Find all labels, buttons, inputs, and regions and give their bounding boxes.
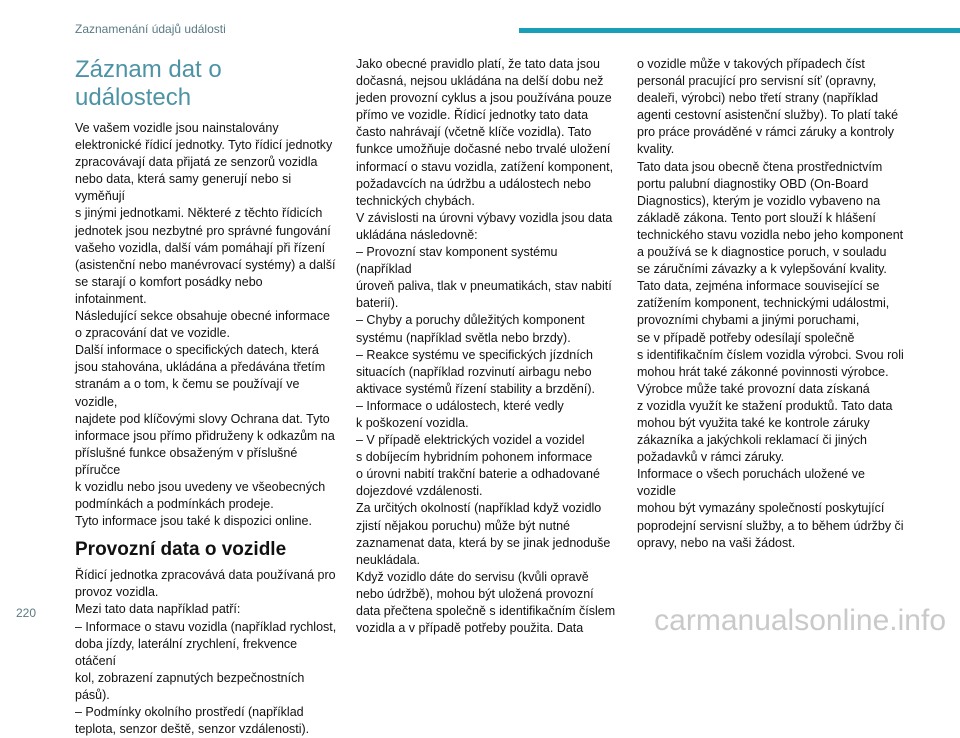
page-number: 220	[16, 606, 37, 620]
intro-paragraph: Ve vašem vozidle jsou nainstalovány elektronické řídicí jednotky. Tyto řídicí jednotky zpracovávají data přijatá ze senzorů vozidla nebo data, která samy generují nebo si vyměňují s jinými jednotkami. Některé z těchto řídicích jednotek jsou nezbytné pro správné fungování vašeho vozidla, další vám pomáhají při řízení (asistenční nebo manévrovací systémy) a další se starají o komfort posádky nebo infotainment. Následující sekce obsahuje obecné informace o zpracování dat ve vozidle. Další informace o specifických datech, která jsou stahována, ukládána a předávána třetím stranám a o tom, k čemu se používají ve vozidle, najdete pod klíčovými slovy Ochrana dat. Tyto informace jsou přímo přidruženy k odkazům na příslušné funkce obsaženým v příslušné příručce k vozidlu nebo jsou uvedeny ve všeobecných podmínkách a podmínkách prodeje. Tyto informace jsou také k dispozici online.	[75, 121, 336, 529]
column-3-body: o vozidle může v takových případech číst personál pracující pro servisní síť (opravny, dealeři, výrobci) nebo třetí strany (například agenti cestovní asistenční služby). To platí také pro práce prováděné v rámci záruky a kontroly kvality. Tato data jsou obecně čtena prostřednictvím portu palubní diagnostiky OBD (On-Board Diagnostics), kterým je vozidlo vybaveno na základě zákona. Tento port slouží k hlášení technického stavu vozidla nebo jeho komponent a používá se k diagnostice poruch, v souladu se záručními závazky a k vylepšování kvality. Tato data, zejména informace související se zatížením komponent, technickými událostmi, provozními chybami a jinými poruchami, se v případě potřeby odesílají společně s identifikačním číslem vozidla výrobci. Svou roli mohou hrát také zákonné povinnosti výrobce. Výrobce může také provozní data získaná z vozidla využít ke stažení produktů. Tato data mohou být využita také ke kontrole záruky zákazníka a jakýchkoli reklamací či jiných požadavků v rámci záruky. Informace o všech poruchách uložené ve vozidle mohou být vymazány společností poskytující poprodejní servisní služby, a to během údržby či opravy, nebo na vaši žádost.	[637, 57, 904, 550]
column-2-body: Jako obecné pravidlo platí, že tato data jsou dočasná, nejsou ukládána na delší dobu než jeden provozní cyklus a jsou používána pouze přímo ve vozidle. Řídicí jednotky tato data často nahrávají (včetně klíče vozidla). Tato funkce umožňuje dočasné nebo trvalé uložení informací o stavu vozidla, zatížení komponent, požadavcích na údržbu a událostech nebo technických chybách. V závislosti na úrovni výbavy vozidla jsou data ukládána následovně: – Provozní stav komponent systému (například úroveň paliva, tlak v pneumatikách, stav nabití baterií). – Chyby a poruchy důležitých komponent systému (například světla nebo brzdy). – Reakce systému ve specifických jízdních situacích (například rozvinutí airbagu nebo aktivace systémů řízení stability a brzdění). – Informace o událostech, které vedly k poškození vozidla. – V případě elektrických vozidel a vozidel s dobíjecím hybridním pohonem informace o úrovni nabití trakční baterie a odhadované dojezdové vzdálenosti. Za určitých okolností (například když vozidlo zjistí nějakou poruchu) může být nutné zaznamenat data, která by se jinak jednoduše neukládala. Když vozidlo dáte do servisu (kvůli opravě nebo údržbě), mohou být uložená provozní data přečtena společně s identifikačním číslem vozidla a v případě potřeby použita. Data	[356, 57, 616, 636]
text-column-3	[637, 56, 907, 552]
section-subtitle: Provozní data o vozidle	[75, 539, 287, 561]
watermark-text: carmanualsonline.info	[654, 604, 946, 637]
text-column-1	[75, 56, 337, 738]
page-title: Záznam dat o událostech	[75, 56, 222, 111]
text-column-2	[356, 56, 616, 637]
header-accent-bar	[519, 28, 960, 33]
section-header-title: Zaznamenání údajů události	[75, 22, 226, 36]
operational-data-paragraph: Řídicí jednotka zpracovává data používaná pro provoz vozidla. Mezi tato data například patří: – Informace o stavu vozidla (například rychlost, doba jízdy, laterální zrychlení, frekvence otáčení kol, zobrazení zapnutých bezpečnostních pásů). – Podmínky okolního prostředí (například teplota, senzor deště, senzor vzdálenosti).	[75, 568, 337, 737]
